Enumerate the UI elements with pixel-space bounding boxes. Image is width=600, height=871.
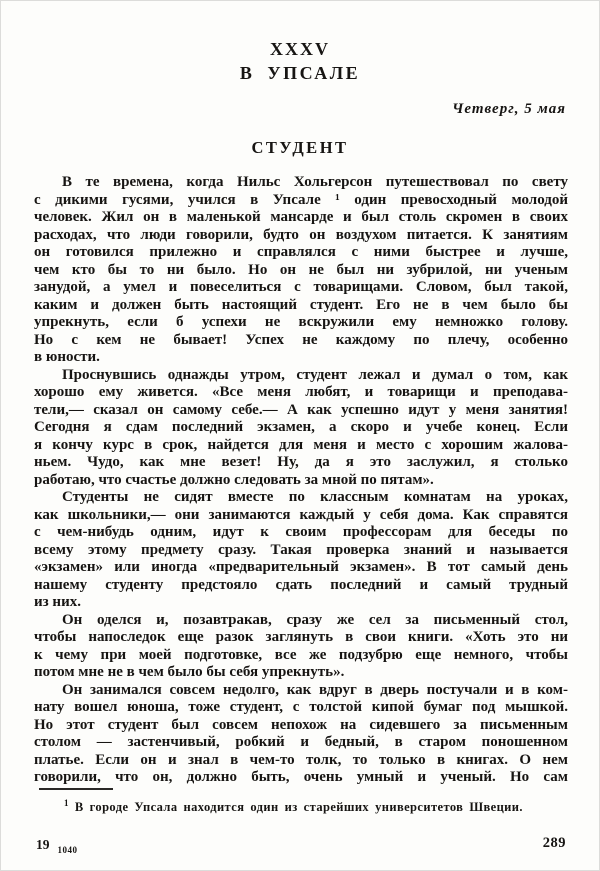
paragraph bbox=[34, 174, 568, 367]
text-line: столом — застенчивый, робкий и бедный, в старом поношенном bbox=[34, 734, 568, 750]
signature-number: 19 bbox=[36, 837, 50, 852]
text-line: он готовился прилежно и справлялся с ними быстрее и лучше, bbox=[34, 244, 568, 260]
footnote bbox=[34, 795, 568, 815]
text-line: Сегодня я сдам последний экзамен, а скоро и учебе конец. Если bbox=[34, 419, 568, 435]
text-line: каким и должен быть настоящий студент. Его не в чем было бы bbox=[34, 296, 568, 313]
text-line: потом мне не в чем было бы себя упрекнуть». bbox=[34, 664, 345, 680]
footnote-text: В городе Упсала находится один из старейших университетов Швеции. bbox=[74, 800, 523, 815]
paragraph bbox=[34, 367, 568, 490]
paragraph bbox=[34, 489, 568, 612]
text-line: нашему студенту предстояло сдать последний и самый трудный bbox=[34, 576, 568, 593]
text-line: Студенты не сидят вместе по классным комнатам на уроках, bbox=[62, 489, 568, 505]
text-line: ньем. Чудо, как мне везет! Ну, да я это заслужил, я столько bbox=[34, 454, 568, 470]
text-line: с дикими гусями, учился в Упсале ¹ один превосходный молодой bbox=[34, 191, 568, 208]
text-line: как школьники,— они занимаются каждый у себя дома. Как справятся bbox=[34, 506, 568, 523]
text-line: к чему при моей подготовке, все же подзубрю еще немного, чтобы bbox=[34, 646, 568, 663]
text-line: с чем-нибудь одним, идут к своим профессорам для беседы по bbox=[34, 524, 568, 540]
text-line: чем кто бы то ни было. Но он не был ни зубрилой, ни ученым bbox=[34, 261, 568, 278]
paragraph bbox=[34, 682, 568, 787]
footnote-marker: 1 bbox=[64, 798, 69, 808]
printer-signature bbox=[36, 837, 78, 853]
footnote-rule bbox=[39, 788, 113, 790]
text-line: всему этому предмету сразу. Такая проверка знаний и называется bbox=[34, 541, 568, 558]
page-number: 289 bbox=[542, 835, 566, 851]
text-line: работаю, что счастье должно следовать за мной по пятам». bbox=[34, 471, 434, 488]
text-line: тели,— сказал он самому себе.— А как успешно идут у меня занятия! bbox=[34, 401, 568, 418]
text-line: из них. bbox=[34, 594, 81, 610]
text-line: упрекнуть, если б успехи не вскружили ему немножко голову. bbox=[34, 314, 568, 330]
text-line: «экзамен» или иногда «предварительный экзамен». В тот самый день bbox=[34, 559, 568, 575]
paragraph bbox=[34, 612, 568, 682]
text-line: В те времена, когда Нильс Хольгерсон путешествовал по свету bbox=[62, 174, 568, 190]
text-line: Проснувшись однажды утром, студент лежал и думал о том, как bbox=[62, 366, 568, 383]
section-title: СТУДЕНТ bbox=[251, 138, 349, 157]
dateline: Четверг, 5 мая bbox=[452, 101, 566, 117]
chapter-number: XXXV bbox=[270, 39, 330, 59]
text-line: человек. Жил он в маленькой мансарде и был столь скромен в своих bbox=[34, 209, 568, 225]
text-line: расходах, что люди говорили, будто он воздухом питается. К занятиям bbox=[34, 226, 568, 243]
text-line: чтобы напоследок еще разок заглянуть в свои книги. «Хоть это ни bbox=[34, 629, 568, 645]
print-run-number: 1040 bbox=[57, 845, 78, 855]
text-line: я кончу курс в срок, найдется для меня и место с хорошим жалова- bbox=[34, 436, 568, 453]
text-line: хорошо ему живется. «Все меня любят, и товарищи и преподава- bbox=[34, 384, 568, 400]
text-line: Он занимался совсем недолго, как вдруг в дверь постучали и в ком- bbox=[62, 681, 568, 698]
text-line: занудой, а умел и повеселиться с товарищами. Словом, был такой, bbox=[34, 279, 568, 295]
text-line: Но с кем не бывает! Успех не каждому по плечу, особенно bbox=[34, 331, 568, 348]
text-line: в юности. bbox=[34, 349, 100, 365]
text-line: платье. Если он и знал в чем-то толк, то только в книгах. О нем bbox=[34, 751, 568, 768]
text-line: Но этот студент был совсем непохож на сидевшего за письменным bbox=[34, 716, 568, 733]
text-block bbox=[34, 174, 568, 787]
text-line: нату вошел юноша, тоже студент, с толстой кипой бумаг под мышкой. bbox=[34, 699, 568, 715]
chapter-title: В УПСАЛЕ bbox=[239, 63, 361, 83]
text-line: Он оделся и, позавтракав, сразу же сел за письменный стол, bbox=[62, 611, 568, 628]
text-line: говорили, что он, должно быть, очень умный и ученый. Но сам bbox=[34, 769, 568, 785]
